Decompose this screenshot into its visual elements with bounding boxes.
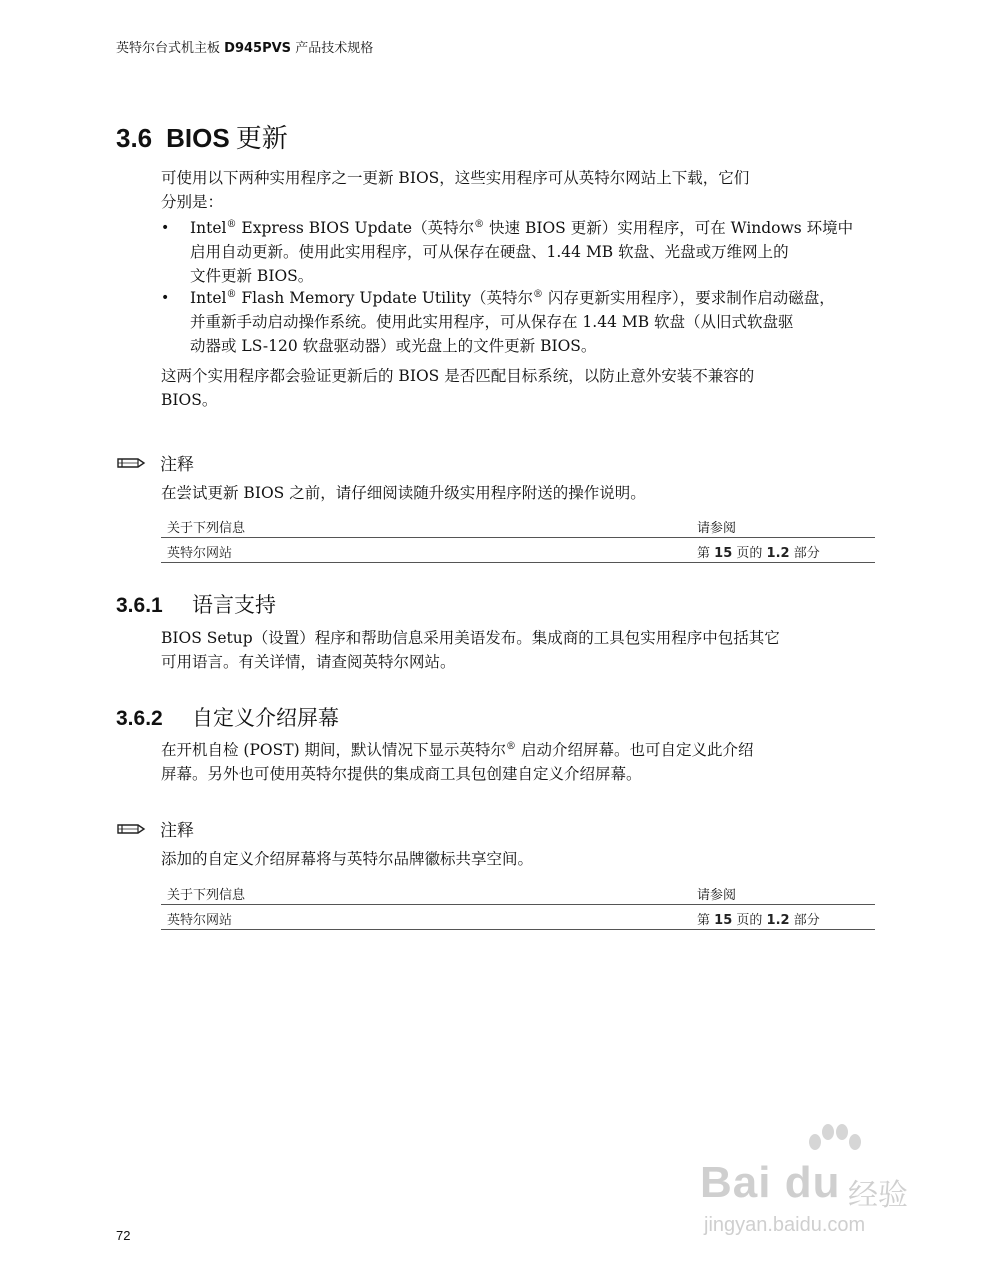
reference-table-2 [161,880,875,930]
closing-line-2: BIOS。 [161,391,218,409]
bullet1-line-1: Intel® Express BIOS Update（英特尔® 快速 BIOS 更新）实用程序，可在 Windows 环境中 [190,218,854,237]
baidu-jingyan-watermark [700,1120,945,1250]
table-header-topic: 关于下列信息 [167,521,246,536]
bullet1-line-3: 文件更新 BIOS。 [190,267,314,285]
note-label: 注释 [160,455,194,475]
running-header [116,37,373,56]
section-number: 3.6.2 [116,707,163,730]
closing-line-1: 这两个实用程序都会验证更新后的 BIOS 是否匹配目标系统，以防止意外安装不兼容的 [161,367,755,385]
note-2-heading [116,816,194,841]
intro-line-2: 分别是： [161,193,224,211]
table-cell-topic: 英特尔网站 [167,913,233,928]
table-header-row [161,880,875,905]
section-title: 自定义介绍屏幕 [192,707,339,730]
section-3-6-1-heading [116,589,276,619]
header-suffix: 产品技术规格 [295,41,374,56]
table-cell-reference: 第 15 页的 1.2 部分 [697,913,820,928]
language-line-2: 可用语言。有关详情，请查阅英特尔网站。 [161,653,456,671]
splash-line-1: 在开机自检 (POST) 期间，默认情况下显示英特尔® 启动介绍屏幕。也可自定义此介绍 [161,740,754,759]
language-line-1: BIOS Setup（设置）程序和帮助信息采用美语发布。集成商的工具包实用程序中包括其它 [161,629,780,647]
section-title: 语言支持 [192,594,276,617]
table-header-row [161,513,875,538]
table-cell-topic: 英特尔网站 [167,546,233,561]
table-row [161,905,875,930]
bullet2-line-2: 并重新手动启动操作系统。使用此实用程序，可从保存在 1.44 MB 软盘（从旧式软盘驱 [190,313,794,331]
pencil-note-icon [116,820,146,838]
bullet-dot-icon: • [161,290,170,306]
section-number: 3.6.1 [116,594,163,617]
intro-line-1: 可使用以下两种实用程序之一更新 BIOS，这些实用程序可从英特尔网站上下载，它们 [161,169,750,187]
section-number: 3.6 [116,123,153,153]
pencil-note-icon [116,454,146,472]
header-model: D945PVS [224,41,292,56]
bullet1-line-2: 启用自动更新。使用此实用程序，可从保存在硬盘、1.44 MB 软盘、光盘或万维网上的 [190,243,789,261]
watermark-subtitle: 经验 [848,1178,908,1213]
table-header-see: 请参阅 [697,521,737,536]
section-title-zh: 更新 [235,123,288,153]
paw-print-icon [800,1120,870,1160]
watermark-logo: Bai du [700,1158,841,1207]
table-header-topic: 关于下列信息 [167,888,246,903]
closing-paragraph [161,364,861,412]
section-3-6-2-heading [116,702,339,732]
bullet2-line-3: 动器或 LS-120 软盘驱动器）或光盘上的文件更新 BIOS。 [190,337,597,355]
section-title-en: BIOS [166,123,230,153]
table-header-see: 请参阅 [697,888,737,903]
splash-line-2: 屏幕。另外也可使用英特尔提供的集成商工具包创建自定义介绍屏幕。 [161,765,642,783]
splash-screen-paragraph [161,738,861,786]
reference-table-1 [161,513,875,563]
note-2-text: 添加的自定义介绍屏幕将与英特尔品牌徽标共享空间。 [161,850,534,868]
note-1-text: 在尝试更新 BIOS 之前，请仔细阅读随升级实用程序附送的操作说明。 [161,484,646,502]
bullet2-line-1: Intel® Flash Memory Update Utility（英特尔® 闪存更新实用程序），要求制作启动磁盘， [190,288,835,307]
intro-paragraph [161,166,861,214]
section-3-6-heading [116,118,288,155]
bullet-dot-icon: • [161,220,170,236]
note-1-heading [116,450,194,475]
table-cell-reference: 第 15 页的 1.2 部分 [697,546,820,561]
note-label: 注释 [160,821,194,841]
language-support-paragraph [161,626,861,674]
table-row [161,538,875,563]
watermark-url: jingyan.baidu.com [704,1214,866,1236]
page-number: 72 [116,1228,131,1243]
header-prefix: 英特尔台式机主板 [116,41,221,56]
